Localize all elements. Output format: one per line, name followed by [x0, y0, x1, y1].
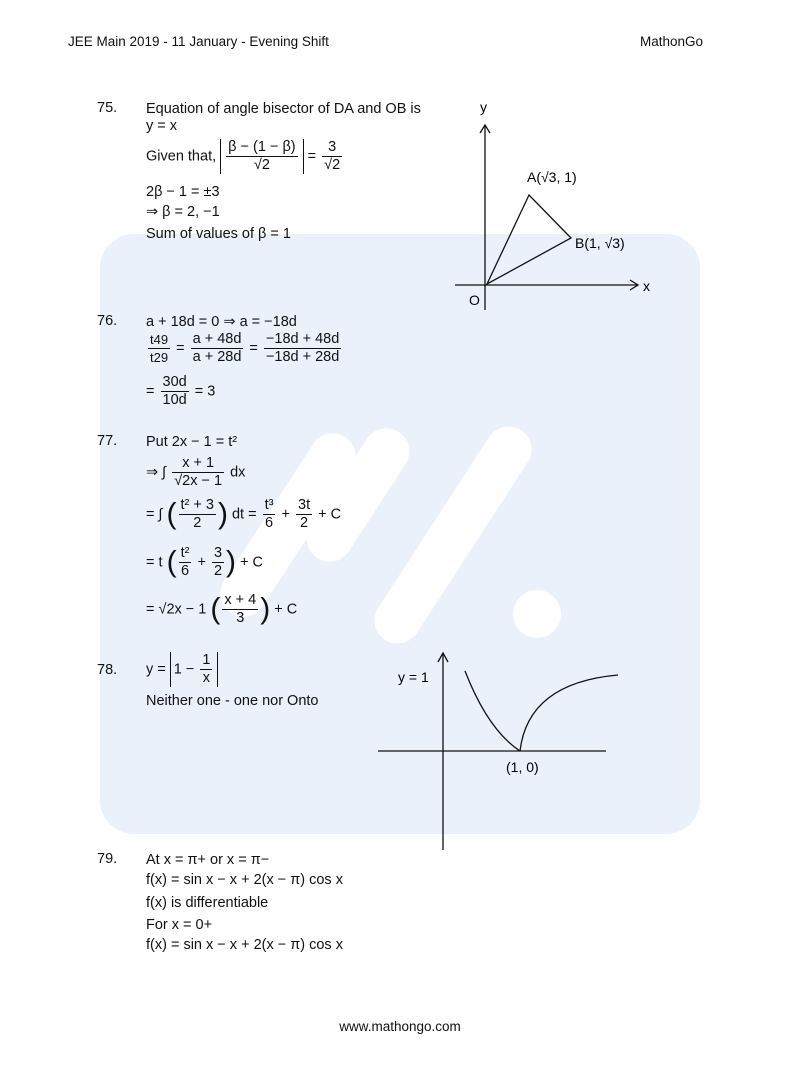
- graph-figure: [370, 645, 630, 855]
- question-number: 75.: [97, 100, 118, 116]
- solution-line: f(x) is differentiable: [146, 895, 269, 911]
- question-number: 76.: [97, 313, 118, 329]
- x-axis-label: x: [643, 278, 650, 294]
- brand-name: MathonGo: [639, 34, 703, 49]
- asymptote-label: y = 1: [398, 669, 429, 685]
- solution-line: Neither one - one nor Onto: [146, 693, 319, 709]
- origin-label: O: [469, 292, 480, 308]
- solution-equation: = $\frac{30d}{10d}$ = 3: [146, 374, 216, 408]
- watermark-dot: [513, 590, 561, 638]
- solution-line: f(x) = sin x − x + 2(x − π) cos x: [146, 872, 343, 888]
- y-axis-label: y: [480, 99, 487, 115]
- point-b-label: B(1, √3): [575, 235, 625, 251]
- solution-equation: = t ( $\frac{\text{t²}}{6}$ + $\frac{3}{2}$ ) + C: [146, 545, 264, 579]
- solution-line: 2β − 1 = ±3: [146, 184, 220, 200]
- point-label: (1, 0): [506, 759, 539, 775]
- solution-equation: y = 1 − $\frac{1}{x}$: [146, 652, 218, 687]
- solution-line: a + 18d = 0 ⇒ a = −18d: [146, 314, 297, 330]
- question-number: 78.: [97, 662, 118, 678]
- solution-line: For x = 0+: [146, 917, 213, 933]
- absolute-value: $\frac{\beta - (1 - \beta)}{√2}$: [220, 139, 303, 174]
- absolute-value: 1 − $\frac{1}{x}$: [170, 652, 219, 687]
- solution-line: y = x: [146, 118, 178, 134]
- solution-line: Equation of angle bisector of DA and OB is: [146, 101, 421, 117]
- solution-equation: = √2x − 1 ( $\frac{x + 4}{3}$ ) + C: [146, 592, 298, 626]
- triangle-figure: [440, 95, 680, 320]
- solution-line: Put 2x − 1 = t²: [146, 434, 238, 450]
- solution-equation: Given that, $\frac{\beta - (1 - \beta)}{√2}$ = $\frac{3}{√2}$: [146, 139, 341, 173]
- solution-line: f(x) = sin x − x + 2(x − π) cos x: [146, 937, 343, 953]
- solution-equation: $\frac{t49}{t29}$ = $\frac{a + 48d}{a + 28d}$ = $\frac{-18d + 48d}{-18d + 28d}$: [150, 331, 340, 365]
- solution-line: ⇒ β = 2, −1: [146, 204, 220, 220]
- footer-url: www.mathongo.com: [339, 1019, 461, 1034]
- solution-equation: = ∫ ( $\frac{\text{t² + 3}}{2}$ ) dt = $\frac{\text{t³}}{6}$ + $\frac{3t}{2}$ + C: [146, 497, 342, 531]
- point-a-label: A(√3, 1): [527, 169, 577, 185]
- solution-equation: ⇒ ∫ $\frac{x + 1}{√2x - 1}$ dx: [146, 455, 246, 489]
- document-title: JEE Main 2019 - 11 January - Evening Shift: [68, 34, 329, 49]
- solution-line: At x = π+ or x = π−: [146, 852, 270, 868]
- question-number: 79.: [97, 851, 118, 867]
- solution-line: Sum of values of β = 1: [146, 226, 291, 242]
- question-number: 77.: [97, 433, 118, 449]
